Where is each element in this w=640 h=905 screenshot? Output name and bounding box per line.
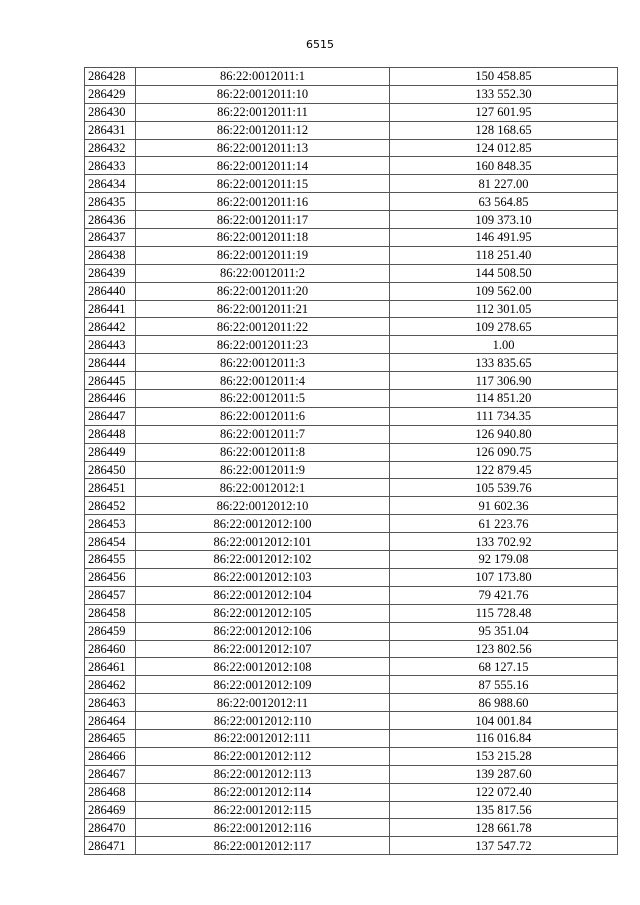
row-id-cell: 286459 <box>85 622 136 640</box>
cadastral-value-cell: 139 287.60 <box>390 765 618 783</box>
cadastral-number-cell: 86:22:0012012:105 <box>136 604 390 622</box>
cadastral-number-cell: 86:22:0012012:100 <box>136 515 390 533</box>
row-id-cell: 286469 <box>85 801 136 819</box>
cadastral-number-cell: 86:22:0012012:112 <box>136 747 390 765</box>
cadastral-number-cell: 86:22:0012011:1 <box>136 68 390 86</box>
cadastral-value-cell: 123 802.56 <box>390 640 618 658</box>
cadastral-number-cell: 86:22:0012012:117 <box>136 837 390 855</box>
cadastral-value-cell: 127 601.95 <box>390 103 618 121</box>
cadastral-number-cell: 86:22:0012011:15 <box>136 175 390 193</box>
cadastral-number-cell: 86:22:0012011:22 <box>136 318 390 336</box>
row-id-cell: 286458 <box>85 604 136 622</box>
row-id-cell: 286470 <box>85 819 136 837</box>
cadastral-number-cell: 86:22:0012011:11 <box>136 103 390 121</box>
cadastral-value-cell: 107 173.80 <box>390 568 618 586</box>
table-row <box>85 121 618 139</box>
table-row <box>85 390 618 408</box>
row-id-cell: 286462 <box>85 676 136 694</box>
cadastral-number-cell: 86:22:0012011:8 <box>136 443 390 461</box>
table-row <box>85 282 618 300</box>
row-id-cell: 286442 <box>85 318 136 336</box>
row-id-cell: 286461 <box>85 658 136 676</box>
cadastral-number-cell: 86:22:0012012:115 <box>136 801 390 819</box>
row-id-cell: 286445 <box>85 372 136 390</box>
row-id-cell: 286449 <box>85 443 136 461</box>
row-id-cell: 286471 <box>85 837 136 855</box>
table-row <box>85 68 618 86</box>
cadastral-number-cell: 86:22:0012011:12 <box>136 121 390 139</box>
cadastral-number-cell: 86:22:0012012:110 <box>136 712 390 730</box>
cadastral-value-cell: 111 734.35 <box>390 407 618 425</box>
cadastral-number-cell: 86:22:0012011:6 <box>136 407 390 425</box>
table-row <box>85 336 618 354</box>
row-id-cell: 286467 <box>85 765 136 783</box>
cadastral-value-cell: 160 848.35 <box>390 157 618 175</box>
cadastral-value-cell: 116 016.84 <box>390 729 618 747</box>
cadastral-number-cell: 86:22:0012011:5 <box>136 390 390 408</box>
row-id-cell: 286460 <box>85 640 136 658</box>
cadastral-value-cell: 63 564.85 <box>390 193 618 211</box>
table-row <box>85 586 618 604</box>
cadastral-number-cell: 86:22:0012012:113 <box>136 765 390 783</box>
row-id-cell: 286444 <box>85 354 136 372</box>
cadastral-value-cell: 135 817.56 <box>390 801 618 819</box>
table-row <box>85 103 618 121</box>
table-row <box>85 515 618 533</box>
row-id-cell: 286448 <box>85 425 136 443</box>
cadastral-number-cell: 86:22:0012012:116 <box>136 819 390 837</box>
row-id-cell: 286446 <box>85 390 136 408</box>
table-row <box>85 765 618 783</box>
table-row <box>85 497 618 515</box>
table-row <box>85 837 618 855</box>
table-row <box>85 551 618 569</box>
cadastral-value-cell: 104 001.84 <box>390 712 618 730</box>
table-row <box>85 640 618 658</box>
table-row <box>85 622 618 640</box>
table-row <box>85 229 618 247</box>
row-id-cell: 286453 <box>85 515 136 533</box>
cadastral-value-cell: 146 491.95 <box>390 229 618 247</box>
cadastral-value-cell: 126 090.75 <box>390 443 618 461</box>
cadastral-number-cell: 86:22:0012011:18 <box>136 229 390 247</box>
cadastral-value-cell: 133 702.92 <box>390 533 618 551</box>
row-id-cell: 286440 <box>85 282 136 300</box>
cadastral-value-cell: 115 728.48 <box>390 604 618 622</box>
cadastral-value-cell: 137 547.72 <box>390 837 618 855</box>
table-row <box>85 783 618 801</box>
cadastral-number-cell: 86:22:0012012:108 <box>136 658 390 676</box>
row-id-cell: 286456 <box>85 568 136 586</box>
cadastral-number-cell: 86:22:0012011:3 <box>136 354 390 372</box>
cadastral-number-cell: 86:22:0012012:101 <box>136 533 390 551</box>
cadastral-value-cell: 95 351.04 <box>390 622 618 640</box>
cadastral-number-cell: 86:22:0012011:2 <box>136 264 390 282</box>
table-row <box>85 694 618 712</box>
table-row <box>85 354 618 372</box>
row-id-cell: 286429 <box>85 85 136 103</box>
cadastral-number-cell: 86:22:0012011:10 <box>136 85 390 103</box>
cadastral-value-cell: 128 661.78 <box>390 819 618 837</box>
table-row <box>85 604 618 622</box>
row-id-cell: 286468 <box>85 783 136 801</box>
row-id-cell: 286451 <box>85 479 136 497</box>
cadastral-value-cell: 105 539.76 <box>390 479 618 497</box>
table-row <box>85 407 618 425</box>
cadastral-number-cell: 86:22:0012011:20 <box>136 282 390 300</box>
cadastral-number-cell: 86:22:0012011:16 <box>136 193 390 211</box>
cadastral-value-cell: 79 421.76 <box>390 586 618 604</box>
row-id-cell: 286435 <box>85 193 136 211</box>
row-id-cell: 286463 <box>85 694 136 712</box>
table-row <box>85 443 618 461</box>
table-row <box>85 568 618 586</box>
row-id-cell: 286433 <box>85 157 136 175</box>
row-id-cell: 286436 <box>85 211 136 229</box>
table-row <box>85 425 618 443</box>
page-number: 6515 <box>306 38 334 51</box>
cadastral-number-cell: 86:22:0012012:1 <box>136 479 390 497</box>
cadastral-value-cell: 117 306.90 <box>390 372 618 390</box>
table-body <box>85 68 618 855</box>
table-row <box>85 300 618 318</box>
cadastral-value-cell: 128 168.65 <box>390 121 618 139</box>
row-id-cell: 286464 <box>85 712 136 730</box>
cadastral-value-cell: 114 851.20 <box>390 390 618 408</box>
cadastral-number-cell: 86:22:0012011:21 <box>136 300 390 318</box>
table-row <box>85 157 618 175</box>
cadastral-value-cell: 1.00 <box>390 336 618 354</box>
table-row <box>85 372 618 390</box>
table-row <box>85 819 618 837</box>
row-id-cell: 286455 <box>85 551 136 569</box>
table-row <box>85 246 618 264</box>
cadastral-number-cell: 86:22:0012011:9 <box>136 461 390 479</box>
cadastral-number-cell: 86:22:0012012:102 <box>136 551 390 569</box>
cadastral-value-cell: 124 012.85 <box>390 139 618 157</box>
table-row <box>85 676 618 694</box>
cadastral-value-cell: 133 552.30 <box>390 85 618 103</box>
table-row <box>85 729 618 747</box>
cadastral-value-cell: 122 879.45 <box>390 461 618 479</box>
table-row <box>85 658 618 676</box>
cadastral-value-cell: 126 940.80 <box>390 425 618 443</box>
row-id-cell: 286466 <box>85 747 136 765</box>
row-id-cell: 286428 <box>85 68 136 86</box>
cadastral-number-cell: 86:22:0012011:13 <box>136 139 390 157</box>
table-row <box>85 175 618 193</box>
cadastral-number-cell: 86:22:0012012:10 <box>136 497 390 515</box>
cadastral-value-cell: 81 227.00 <box>390 175 618 193</box>
row-id-cell: 286450 <box>85 461 136 479</box>
table-row <box>85 747 618 765</box>
cadastral-number-cell: 86:22:0012012:109 <box>136 676 390 694</box>
cadastral-value-cell: 87 555.16 <box>390 676 618 694</box>
table-row <box>85 479 618 497</box>
cadastral-number-cell: 86:22:0012012:11 <box>136 694 390 712</box>
cadastral-number-cell: 86:22:0012011:4 <box>136 372 390 390</box>
cadastral-number-cell: 86:22:0012012:106 <box>136 622 390 640</box>
row-id-cell: 286432 <box>85 139 136 157</box>
row-id-cell: 286443 <box>85 336 136 354</box>
cadastral-value-cell: 86 988.60 <box>390 694 618 712</box>
cadastral-value-cell: 68 127.15 <box>390 658 618 676</box>
cadastral-number-cell: 86:22:0012012:107 <box>136 640 390 658</box>
cadastral-value-cell: 150 458.85 <box>390 68 618 86</box>
row-id-cell: 286431 <box>85 121 136 139</box>
table-row <box>85 801 618 819</box>
cadastral-value-cell: 109 562.00 <box>390 282 618 300</box>
table-row <box>85 318 618 336</box>
cadastral-number-cell: 86:22:0012012:114 <box>136 783 390 801</box>
cadastral-number-cell: 86:22:0012012:104 <box>136 586 390 604</box>
row-id-cell: 286457 <box>85 586 136 604</box>
cadastral-value-cell: 122 072.40 <box>390 783 618 801</box>
row-id-cell: 286447 <box>85 407 136 425</box>
cadastral-number-cell: 86:22:0012011:23 <box>136 336 390 354</box>
cadastral-value-cell: 61 223.76 <box>390 515 618 533</box>
cadastral-value-cell: 133 835.65 <box>390 354 618 372</box>
table-row <box>85 85 618 103</box>
row-id-cell: 286452 <box>85 497 136 515</box>
cadastral-number-cell: 86:22:0012011:19 <box>136 246 390 264</box>
cadastral-value-cell: 112 301.05 <box>390 300 618 318</box>
cadastral-value-cell: 144 508.50 <box>390 264 618 282</box>
cadastral-number-cell: 86:22:0012012:111 <box>136 729 390 747</box>
cadastral-value-cell: 153 215.28 <box>390 747 618 765</box>
cadastral-value-cell: 118 251.40 <box>390 246 618 264</box>
cadastral-number-cell: 86:22:0012011:7 <box>136 425 390 443</box>
table-row <box>85 461 618 479</box>
row-id-cell: 286439 <box>85 264 136 282</box>
table-row <box>85 139 618 157</box>
cadastral-number-cell: 86:22:0012011:17 <box>136 211 390 229</box>
row-id-cell: 286438 <box>85 246 136 264</box>
cadastral-value-cell: 109 278.65 <box>390 318 618 336</box>
row-id-cell: 286441 <box>85 300 136 318</box>
cadastral-value-cell: 92 179.08 <box>390 551 618 569</box>
table-row <box>85 712 618 730</box>
table-row <box>85 264 618 282</box>
cadastral-value-cell: 91 602.36 <box>390 497 618 515</box>
row-id-cell: 286434 <box>85 175 136 193</box>
cadastral-value-cell: 109 373.10 <box>390 211 618 229</box>
table-row <box>85 533 618 551</box>
row-id-cell: 286465 <box>85 729 136 747</box>
table-row <box>85 193 618 211</box>
row-id-cell: 286454 <box>85 533 136 551</box>
table-row <box>85 211 618 229</box>
cadastral-number-cell: 86:22:0012011:14 <box>136 157 390 175</box>
cadastral-value-table <box>84 67 618 855</box>
row-id-cell: 286430 <box>85 103 136 121</box>
row-id-cell: 286437 <box>85 229 136 247</box>
cadastral-number-cell: 86:22:0012012:103 <box>136 568 390 586</box>
